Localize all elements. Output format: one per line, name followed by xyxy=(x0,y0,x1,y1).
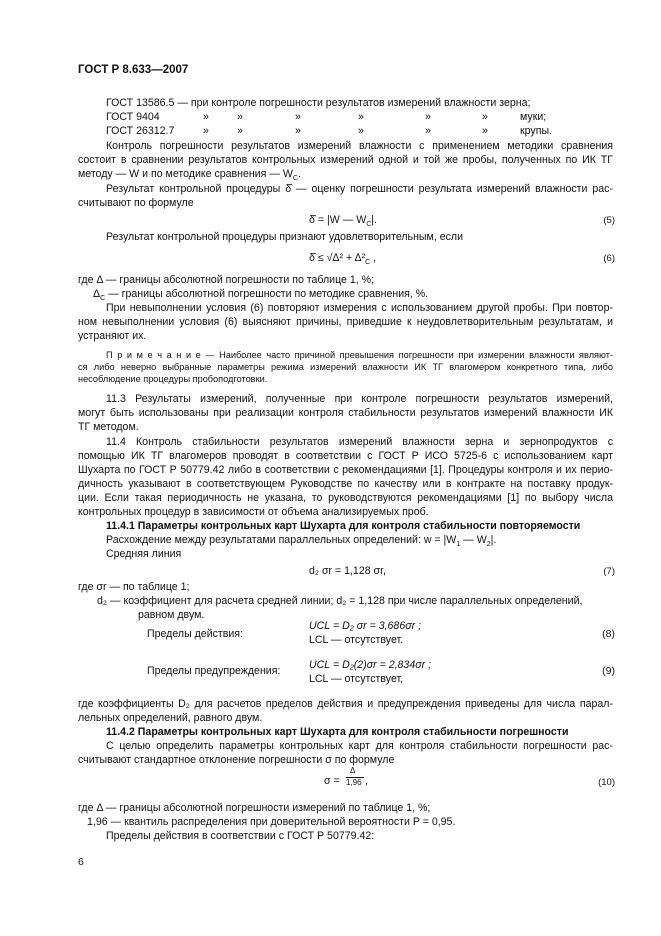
eq6-lhs: δ̂ ≤ √Δ² + Δ² xyxy=(309,252,366,264)
eq5-sub: C xyxy=(366,221,372,229)
subscript-c: C xyxy=(100,295,106,303)
intro-row-2-std: ГОСТ 9404 xyxy=(106,111,160,123)
p1141-end: |. xyxy=(490,534,497,546)
intro-row-3-std: ГОСТ 26312.7 xyxy=(106,125,175,137)
note-line-3: несоблюдение процедуры пробоподготовки. xyxy=(78,374,268,384)
eq10-tail: , xyxy=(365,775,368,787)
ditto-mark: » xyxy=(237,111,243,123)
ditto-mark: » xyxy=(295,125,301,137)
equation-7: d₂ σr = 1,128 σr, xyxy=(309,565,386,577)
p113-line-3: ТГ методом. xyxy=(78,421,139,433)
p114-line-2: помощью ИК ТГ влагомеров проводят в соответствии с ГОСТ Р ИСО 5725-6 с использованием карт xyxy=(78,450,613,462)
where2-line-1: где σr — по таблице 1; xyxy=(78,581,190,593)
period: . xyxy=(297,168,301,180)
intro-line-1: ГОСТ 13586.5 — при контроле погрешности результатов измерений влажности зерна; xyxy=(106,97,531,109)
p114-line-6: контрольных процедур в зависимости от объема анализируемых проб. xyxy=(78,506,429,518)
eq9-line-2: LCL — отсутствует, xyxy=(309,673,404,685)
eq8-label: Пределы действия: xyxy=(147,628,243,640)
p113-line-2: могут быть использованы при реализации контроля стабильности результатов измерений влажности ИК xyxy=(78,407,613,419)
subscript-2: 2 xyxy=(486,541,491,549)
p114-line-5: ции. Если такая периодичность не указана, то руководствуются рекомендациями [1] по выбору числа xyxy=(78,492,613,504)
eq10-number: (10) xyxy=(598,777,615,788)
p3: Результат контрольной процедуры признают удовлетворительным, если xyxy=(106,231,463,243)
note-line-1: П р и м е ч а н и е — Наиболее часто причиной превышения погрешности при измерении влажности являют- xyxy=(106,350,613,360)
p114-line-4: дичность указывают в соответствующем Руководстве по качеству или в контракте на поставку продук- xyxy=(78,478,613,490)
p4-line-3: устраняют их. xyxy=(78,330,147,342)
heading-11-4-2: 11.4.2 Параметры контрольных карт Шухарта для контроля стабильности погрешности xyxy=(106,726,569,738)
p1141-line-2: Средняя линия xyxy=(106,548,182,560)
p1-line-3-text: методу — W и по методике сравнения — W xyxy=(78,168,293,180)
page-number: 6 xyxy=(78,856,84,868)
ditto-mark: » xyxy=(425,111,431,123)
p2-line-2: считывают по формуле xyxy=(78,197,194,209)
note-line-2: ся либо неверно выбранные параметры режима измерений влажности ИК ТГ влагомером конкретного типа, либо xyxy=(78,362,613,372)
p1142-line-2: считывают стандартное отклонение погрешности σ по формуле xyxy=(78,754,395,766)
p1141-mid: — W xyxy=(460,534,487,546)
ditto-mark: » xyxy=(203,125,209,137)
equation-6 xyxy=(309,251,376,270)
p1-line-2: состоит в сравнении результатов контрольных измерений одной и той же пробы, полученных по ИК ТГ xyxy=(78,154,613,166)
p114-line-3: Шухарта по ГОСТ Р 50779.42 либо в соответствии с рекомендациями [1]. Процедуры контроля и их перио- xyxy=(78,464,613,476)
ditto-mark: » xyxy=(482,125,488,137)
eq9-line-1: UCL = D₂(2)σr = 2,834σr ; xyxy=(309,659,432,671)
eq5-number: (5) xyxy=(603,215,615,226)
where2-line-2: d₂ — коэффициент для расчета средней линии; d₂ = 1,128 при числе параллельных определений, xyxy=(97,595,583,607)
document-header: ГОСТ Р 8.633—2007 xyxy=(78,64,189,76)
delta-symbol: Δ xyxy=(93,288,101,300)
subscript-c: C xyxy=(292,175,298,183)
eq8-line-1: UCL = D₂ σr = 3,686σr ; xyxy=(309,620,422,632)
p1-line-1: Контроль погрешности результатов измерений влажности с применением методики сравнения xyxy=(106,140,613,152)
ditto-mark: » xyxy=(203,111,209,123)
where3-line-1: где Δ — границы абсолютной погрешности измерений по таблице 1, %; xyxy=(78,802,431,814)
subscript-1: 1 xyxy=(456,541,461,549)
after9-line-2: лельных определений, равного двум. xyxy=(78,712,263,724)
p4-line-2: ном невыполнении условия (6) выясняют причины, приведшие к неудовлетворительным результатам, и xyxy=(78,316,613,328)
eq6-sub: C xyxy=(365,259,371,267)
eq7-number: (7) xyxy=(603,566,615,577)
where2-line-3: равном двум. xyxy=(138,609,205,621)
p113-line-1: 11.3 Результаты измерений, полученные при контроле погрешности результатов измерений, xyxy=(106,393,613,405)
p1141-text: Расхождение между результатами параллельных определений: w = |W xyxy=(106,534,457,546)
ditto-mark: » xyxy=(295,111,301,123)
eq10-numerator: Δ xyxy=(350,766,356,775)
p114-line-1: 11.4 Контроль стабильности результатов измерений влажности зерна и зернопродуктов с xyxy=(106,436,613,448)
eq9-label: Пределы предупреждения: xyxy=(147,665,281,677)
eq8-number: (8) xyxy=(602,628,615,640)
ditto-mark: » xyxy=(425,125,431,137)
eq5-lhs: δ̂ = |W — W xyxy=(309,214,367,226)
eq6-rhs: , xyxy=(370,252,377,264)
ditto-mark: » xyxy=(482,111,488,123)
heading-11-4-1: 11.4.1 Параметры контрольных карт Шухарта для контроля стабильности повторяемости xyxy=(106,520,581,532)
ditto-mark: » xyxy=(358,125,364,137)
p4-line-1: При невыполнении условия (6) повторяют измерения с использованием другой пробы. При повтор- xyxy=(106,302,613,314)
eq9-number: (9) xyxy=(602,665,615,677)
eq6-number: (6) xyxy=(603,253,615,264)
ditto-mark: » xyxy=(358,111,364,123)
intro-row-2-end: муки; xyxy=(520,111,547,123)
eq5-rhs: |. xyxy=(371,214,377,226)
p1142-line-1: С целью определить параметры контрольных карт для контроля стабильности погрешности рас- xyxy=(106,740,613,752)
where1-line-2-text: — границы абсолютной погрешности по методике сравнения, %. xyxy=(105,288,429,300)
where1-line-1: где Δ — границы абсолютной погрешности по таблице 1, %; xyxy=(78,274,375,286)
p2-line-1: Результат контрольной процедуры δ̂ — оценку погрешности результата измерений влажности рас- xyxy=(106,183,613,195)
ditto-mark: » xyxy=(237,125,243,137)
where3-line-2: 1,96 — квантиль распределения при доверительной вероятности P = 0,95. xyxy=(87,816,456,828)
eq10-lhs: σ = xyxy=(324,775,340,787)
p-last: Пределы действия в соответствии с ГОСТ Р 50779.42: xyxy=(106,830,375,842)
intro-row-3-end: крупы. xyxy=(520,125,552,137)
after9-line-1: где коэффициенты D₂ для расчетов пределов действия и предупреждения приведены для числа парал- xyxy=(78,698,613,710)
eq10-denominator: 1,96 xyxy=(346,778,362,787)
eq8-line-2: LCL — отсутствует. xyxy=(309,634,404,646)
